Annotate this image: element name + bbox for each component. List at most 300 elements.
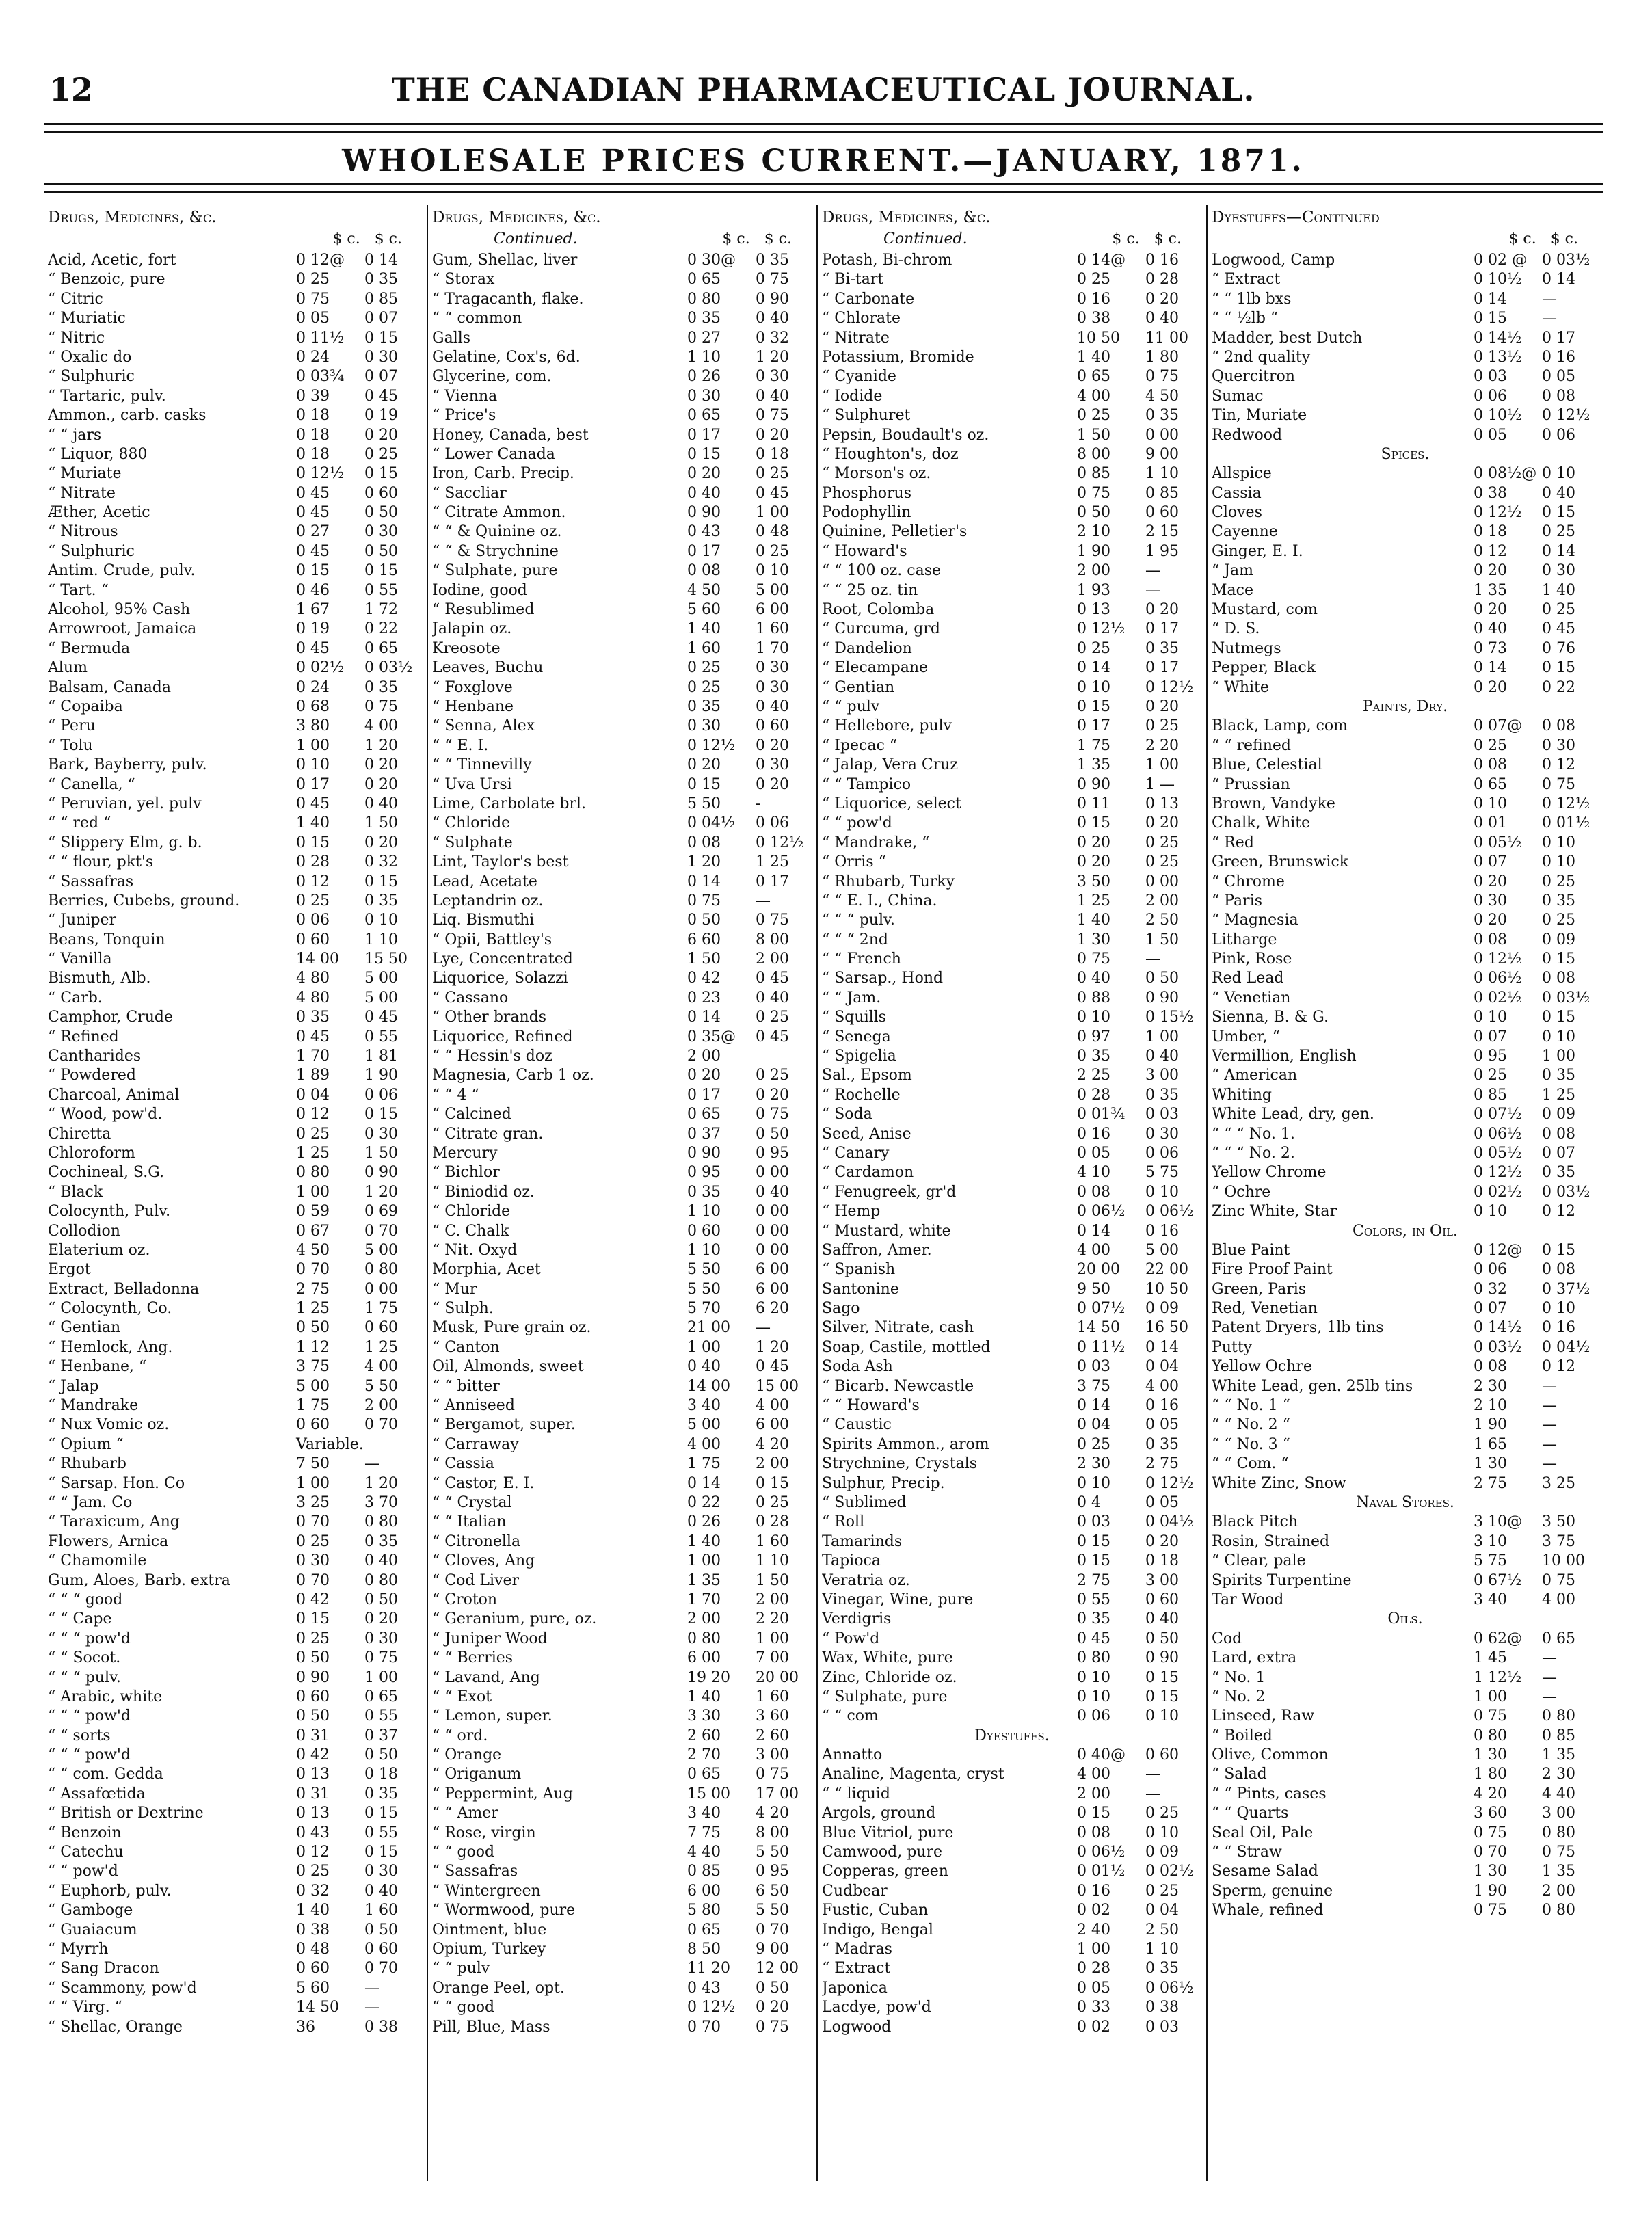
price-low: 0 06 <box>1474 1261 1507 1279</box>
item-name: “ Iodide <box>822 387 883 405</box>
price-row <box>822 426 1202 445</box>
price-low: 2 60 <box>687 1727 721 1744</box>
item-name: Zinc, Chloride oz. <box>822 1668 957 1686</box>
item-name: Opium, Turkey <box>432 1940 546 1958</box>
price-low: 0 03 <box>1077 1513 1110 1531</box>
price-low: 0 65 <box>687 407 721 425</box>
price-row <box>48 1959 423 1978</box>
item-name: “ Clear, pale <box>1212 1552 1306 1570</box>
item-name: “ 2nd quality <box>1212 348 1311 366</box>
price-high: 0 55 <box>364 581 398 599</box>
item-name: Veratria oz. <box>822 1571 910 1589</box>
price-high: 0 00 <box>756 1241 789 1259</box>
item-name: Putty <box>1212 1338 1253 1356</box>
price-row <box>1212 1183 1599 1202</box>
price-high: 0 00 <box>756 1222 789 1240</box>
price-row <box>822 1532 1202 1552</box>
price-high: 0 35 <box>364 678 398 696</box>
price-row <box>48 426 423 445</box>
price-high: 0 50 <box>364 1746 398 1764</box>
price-low: 0 75 <box>687 892 721 909</box>
price-high: 0 80 <box>364 1571 398 1589</box>
price-high: 0 03½ <box>1542 989 1590 1007</box>
price-high: 1 90 <box>364 1067 398 1085</box>
price-row <box>432 1630 812 1649</box>
price-low: 0 15 <box>296 1610 330 1628</box>
item-name: “ Sarsap. Hon. Co <box>48 1474 185 1492</box>
price-row <box>48 1415 423 1435</box>
item-name: “ Squills <box>822 1009 886 1026</box>
price-high: 0 00 <box>756 1164 789 1182</box>
price-low: 3 10 <box>1474 1532 1507 1550</box>
price-high: 0 95 <box>756 1863 789 1880</box>
item-name: Spices. <box>1381 445 1430 463</box>
item-name: Elaterium oz. <box>48 1241 150 1259</box>
price-high: 0 12½ <box>1542 795 1590 812</box>
price-low: 0 13 <box>1077 601 1110 619</box>
item-name: “ Citrate gran. <box>432 1125 544 1143</box>
item-name: “ “ “ No. 2. <box>1212 1144 1295 1162</box>
price-row <box>432 309 812 328</box>
price-low: 1 60 <box>687 639 721 657</box>
price-high: 0 04 <box>1145 1902 1179 1919</box>
price-row <box>822 1649 1202 1668</box>
price-high: 8 00 <box>756 1824 789 1841</box>
price-row <box>48 969 423 988</box>
price-high: 0 00 <box>1145 426 1179 444</box>
price-high: 0 50 <box>364 542 398 560</box>
price-row <box>1212 522 1599 542</box>
price-low: 1 10 <box>687 1203 721 1221</box>
price-low: Variable. <box>296 1435 364 1453</box>
price-row <box>1212 620 1599 639</box>
price-row <box>48 775 423 795</box>
item-name: White Zinc, Snow <box>1212 1474 1346 1492</box>
price-high: 0 20 <box>1145 1532 1179 1550</box>
price-low: 0 01½ <box>1077 1863 1125 1880</box>
price-low: 0 02½ <box>1474 989 1522 1007</box>
price-row <box>822 1008 1202 1027</box>
price-low: 0 70 <box>1474 1844 1507 1861</box>
item-name: White Lead, gen. 25lb tins <box>1212 1377 1413 1395</box>
price-row <box>822 1241 1202 1260</box>
price-low: 0 12½ <box>1474 504 1522 522</box>
price-row <box>48 1804 423 1823</box>
price-low: 0 08 <box>1474 931 1507 948</box>
price-high: 8 00 <box>756 931 789 948</box>
price-high: 9 00 <box>756 1940 789 1958</box>
price-high: 1 10 <box>756 1552 789 1570</box>
price-row <box>822 1183 1202 1202</box>
price-high: 1 72 <box>364 601 398 619</box>
price-low: 0 18 <box>296 407 330 425</box>
item-name: “ “ “ pow'd <box>48 1630 131 1647</box>
price-high: 0 10 <box>1145 1824 1179 1841</box>
price-row <box>48 717 423 736</box>
item-name: “ Liquor, 880 <box>48 445 148 463</box>
price-high: 2 00 <box>1145 892 1179 909</box>
price-high: 0 75 <box>364 697 398 715</box>
price-high: 2 30 <box>1542 1766 1575 1783</box>
item-name: “ Tragacanth, flake. <box>432 290 584 308</box>
price-row <box>432 1357 812 1377</box>
price-high: 0 75 <box>756 2018 789 2036</box>
price-row <box>432 873 812 892</box>
price-row <box>48 251 423 270</box>
price-row <box>48 1862 423 1881</box>
price-low: 0 40 <box>1077 970 1110 987</box>
price-low: 0 28 <box>1077 1960 1110 1978</box>
column-units: $ c. $ c. <box>1508 230 1578 248</box>
price-row <box>432 387 812 406</box>
price-low: 14 50 <box>296 1999 339 2017</box>
item-name: “ Hellebore, pulv <box>822 717 952 735</box>
price-high: 0 35 <box>1542 892 1575 909</box>
item-name: Oils. <box>1387 1610 1423 1628</box>
item-name: “ Bermuda <box>48 639 131 657</box>
price-row <box>432 1047 812 1066</box>
price-high: 0 30 <box>1145 1125 1179 1143</box>
price-low: 0 20 <box>1474 562 1507 580</box>
price-low: 1 30 <box>1474 1863 1507 1880</box>
item-name: “ Carb. <box>48 989 103 1007</box>
price-row <box>1212 717 1599 736</box>
price-high: 2 60 <box>756 1727 789 1744</box>
item-name: “ Lemon, super. <box>432 1707 552 1725</box>
price-low: 9 50 <box>1077 1280 1110 1298</box>
price-low: 0 15 <box>687 445 721 463</box>
price-low: 0 38 <box>1474 484 1507 502</box>
price-low: 0 24 <box>296 348 330 366</box>
item-name: “ Liquorice, select <box>822 795 961 812</box>
price-low: 0 08 <box>687 562 721 580</box>
price-row <box>48 736 423 756</box>
price-high: 0 19 <box>364 407 398 425</box>
price-high: 0 14 <box>1542 542 1575 560</box>
price-low: 0 12½ <box>687 1999 736 2017</box>
price-low: 7 75 <box>687 1824 721 1841</box>
price-row <box>1212 329 1599 348</box>
item-name: “ “ Pints, cases <box>1212 1785 1327 1803</box>
price-row <box>432 1727 812 1746</box>
item-name: “ “ common <box>432 310 522 328</box>
item-name: White Lead, dry, gen. <box>1212 1106 1374 1123</box>
price-low: 1 10 <box>687 1241 721 1259</box>
price-low: 0 14 <box>1077 659 1110 677</box>
price-high: 0 06½ <box>1145 1979 1194 1997</box>
price-low: 0 15 <box>1077 697 1110 715</box>
price-low: 0 28 <box>296 853 330 871</box>
price-high: 0 20 <box>1145 290 1179 308</box>
price-high: 0 10 <box>756 562 789 580</box>
price-low: 0 25 <box>687 659 721 677</box>
price-high: 0 00 <box>1145 873 1179 890</box>
price-row <box>48 387 423 406</box>
price-low: 0 25 <box>1077 1435 1110 1453</box>
price-high: 0 10 <box>1542 853 1575 871</box>
item-name: Tamarinds <box>822 1532 903 1550</box>
price-high: 1 81 <box>364 1048 398 1065</box>
price-high: 1 20 <box>364 736 398 754</box>
item-name: “ “ ord. <box>432 1727 488 1744</box>
item-name: “ “ “ 2nd <box>822 931 888 948</box>
item-name: “ Chamomile <box>48 1552 147 1570</box>
item-name: “ Sulphuret <box>822 407 911 425</box>
price-low: 1 30 <box>1474 1746 1507 1764</box>
price-high: 0 18 <box>364 1766 398 1783</box>
item-name: Zinc White, Star <box>1212 1203 1337 1221</box>
price-row <box>1212 1727 1599 1746</box>
price-low: 0 17 <box>687 426 721 444</box>
price-low: 0 73 <box>1474 639 1507 657</box>
item-name: Extract, Belladonna <box>48 1280 200 1298</box>
item-name: “ “ Jam. Co <box>48 1494 133 1511</box>
price-low: 0 10 <box>1077 1474 1110 1492</box>
price-row <box>432 1066 812 1085</box>
price-low: 3 30 <box>687 1707 721 1725</box>
price-low: 0 14½ <box>1474 329 1522 347</box>
item-name: “ Morson's oz. <box>822 465 931 483</box>
price-low: 0 02 @ <box>1474 252 1527 269</box>
item-name: “ “ No. 3 “ <box>1212 1435 1290 1453</box>
price-high: 0 30 <box>756 678 789 696</box>
price-high: 0 40 <box>756 310 789 328</box>
price-high: 0 85 <box>1542 1727 1575 1744</box>
price-low: 0 28 <box>1077 1086 1110 1104</box>
price-row <box>432 1998 812 2017</box>
price-high: 0 25 <box>1542 912 1575 929</box>
price-row <box>432 1028 812 1047</box>
price-low: 0 08 <box>1474 1358 1507 1376</box>
price-low: 0 20 <box>687 465 721 483</box>
price-high: 0 70 <box>756 1921 789 1939</box>
item-name: “ Oxalic do <box>48 348 132 366</box>
price-row <box>822 795 1202 814</box>
item-name: Red, Venetian <box>1212 1300 1318 1318</box>
price-high: 0 09 <box>1145 1300 1179 1318</box>
price-high: 0 30 <box>756 368 789 386</box>
price-low: 14 50 <box>1077 1319 1120 1337</box>
price-row <box>48 1901 423 1920</box>
item-name: Wax, White, pure <box>822 1649 953 1667</box>
price-high: 3 60 <box>756 1707 789 1725</box>
price-high: 0 30 <box>1542 562 1575 580</box>
item-name: “ “ Amer <box>432 1805 498 1822</box>
price-low: 0 13½ <box>1474 348 1522 366</box>
price-high: 4 00 <box>364 1358 398 1376</box>
price-high: 1 20 <box>756 348 789 366</box>
price-high: 1 20 <box>364 1183 398 1201</box>
price-row <box>432 1746 812 1765</box>
price-high: 0 40 <box>1145 1610 1179 1628</box>
price-row <box>48 484 423 503</box>
item-name: “ Bergamot, super. <box>432 1416 576 1434</box>
price-low: 1 50 <box>687 950 721 968</box>
item-name: “ “ Socot. <box>48 1649 121 1667</box>
item-name: Ergot <box>48 1261 91 1279</box>
price-high: 1 80 <box>1145 348 1179 366</box>
price-high: 0 25 <box>1145 834 1179 851</box>
price-high: 0 20 <box>364 1610 398 1628</box>
price-row <box>48 1047 423 1066</box>
item-name: “ Chrome <box>1212 873 1285 890</box>
price-low: 0 67 <box>296 1222 330 1240</box>
price-high: 5 00 <box>756 581 789 599</box>
price-high: 0 03½ <box>1542 1183 1590 1201</box>
price-low: 0 25 <box>1077 407 1110 425</box>
price-row <box>432 348 812 367</box>
price-low: 0 15 <box>1474 310 1507 328</box>
item-name: “ No. 2 <box>1212 1688 1266 1705</box>
price-high: 3 75 <box>1542 1532 1575 1550</box>
price-row <box>48 911 423 930</box>
price-row <box>1212 1688 1599 1707</box>
item-name: Lime, Carbolate brl. <box>432 795 586 812</box>
price-low: 5 00 <box>296 1377 330 1395</box>
price-low: 3 40 <box>687 1805 721 1822</box>
item-name: Podophyllin <box>822 504 911 522</box>
price-high: 0 60 <box>364 1940 398 1958</box>
item-name: Blue Vitriol, pure <box>822 1824 954 1841</box>
price-high: — <box>1542 310 1557 328</box>
price-row <box>48 1649 423 1668</box>
price-row <box>48 1921 423 1940</box>
price-row <box>48 892 423 911</box>
price-low: 0 07 <box>1474 853 1507 871</box>
item-name: Sumac <box>1212 387 1264 405</box>
price-low: 0 35 <box>1077 1048 1110 1065</box>
price-row <box>432 600 812 620</box>
price-low: 1 40 <box>1077 348 1110 366</box>
price-low: 0 06 <box>1474 387 1507 405</box>
item-name: “ Vanilla <box>48 950 112 968</box>
price-row <box>822 484 1202 503</box>
item-name: Iron, Carb. Precip. <box>432 465 574 483</box>
price-row <box>822 1707 1202 1726</box>
price-high: 0 25 <box>756 1067 789 1085</box>
price-high: 0 48 <box>756 523 789 541</box>
price-row <box>822 814 1202 833</box>
item-name: Lye, Concentrated <box>432 950 573 968</box>
price-low: 0 30@ <box>687 252 736 269</box>
item-name: “ Orris “ <box>822 853 886 871</box>
price-low: 0 24 <box>296 678 330 696</box>
price-row <box>822 1163 1202 1182</box>
item-name: Liq. Bismuthi <box>432 912 535 929</box>
price-low: 4 00 <box>687 1435 721 1453</box>
item-name: Jalapin oz. <box>432 620 512 638</box>
item-name: Blue Paint <box>1212 1241 1290 1259</box>
item-name: “ “ Howard's <box>822 1397 920 1415</box>
price-row <box>48 1571 423 1591</box>
item-name: “ Wintergreen <box>432 1882 541 1900</box>
price-row <box>432 1688 812 1707</box>
price-low: 0 11½ <box>1077 1338 1125 1356</box>
item-name: “ “ “ good <box>48 1591 123 1608</box>
price-high: 4 40 <box>1542 1785 1575 1803</box>
price-low: 0 25 <box>296 271 330 289</box>
price-row <box>48 464 423 483</box>
price-row <box>822 251 1202 270</box>
price-row <box>48 1357 423 1377</box>
item-name: “ Canary <box>822 1144 890 1162</box>
price-low: 1 00 <box>687 1552 721 1570</box>
item-name: “ Scammony, pow'd <box>48 1979 197 1997</box>
price-low: 0 20 <box>687 756 721 774</box>
price-row <box>432 1532 812 1552</box>
item-name: “ Nitric <box>48 329 105 347</box>
price-low: 0 60 <box>687 1222 721 1240</box>
price-high: 4 00 <box>364 717 398 735</box>
price-low: 5 60 <box>296 1979 330 1997</box>
price-row <box>432 1493 812 1513</box>
price-high: 5 50 <box>756 1902 789 1919</box>
price-high: 0 14 <box>364 252 398 269</box>
price-low: 0 75 <box>296 290 330 308</box>
price-high: 0 75 <box>756 1766 789 1783</box>
price-high: 0 50 <box>1145 970 1179 987</box>
item-name: “ Tolu <box>48 736 93 754</box>
price-row <box>822 2018 1202 2037</box>
price-low: 0 18 <box>296 445 330 463</box>
price-high: 0 00 <box>364 1280 398 1298</box>
price-high: 0 09 <box>1542 931 1575 948</box>
price-low: 3 75 <box>1077 1377 1110 1395</box>
price-low: 0 60 <box>296 931 330 948</box>
item-name: Chalk, White <box>1212 814 1311 832</box>
price-row <box>822 892 1202 911</box>
price-low: 0 10½ <box>1474 271 1522 289</box>
item-name: “ Uva Ursi <box>432 775 512 793</box>
price-low: 3 80 <box>296 717 330 735</box>
item-name: “ Ochre <box>1212 1183 1271 1201</box>
price-high: 0 20 <box>1145 814 1179 832</box>
item-name: “ “ flour, pkt's <box>48 853 154 871</box>
price-row <box>822 775 1202 795</box>
price-row <box>48 1610 423 1629</box>
price-row <box>48 1513 423 1532</box>
price-low: 2 75 <box>296 1280 330 1298</box>
price-row <box>432 1454 812 1474</box>
price-high: — <box>1542 1455 1557 1473</box>
price-low: 0 15 <box>1077 814 1110 832</box>
price-low: 0 32 <box>1474 1280 1507 1298</box>
price-low: 0 95 <box>687 1164 721 1182</box>
price-row <box>48 1028 423 1047</box>
price-low: 0 35@ <box>687 1028 736 1046</box>
price-row <box>48 1280 423 1299</box>
item-name: “ “ red “ <box>48 814 111 832</box>
price-row <box>822 1746 1202 1765</box>
price-low: 1 35 <box>1474 581 1507 599</box>
price-high: 0 15 <box>1542 659 1575 677</box>
item-name: Potash, Bi-chrom <box>822 252 952 269</box>
item-name: “ Curcuma, grd <box>822 620 940 638</box>
price-high: 2 20 <box>756 1610 789 1628</box>
price-high: 0 16 <box>1145 1397 1179 1415</box>
item-name: “ American <box>1212 1067 1298 1085</box>
price-high: — <box>364 1979 379 1997</box>
price-high: 0 75 <box>1542 1571 1575 1589</box>
price-low: 1 25 <box>296 1300 330 1318</box>
price-row <box>1212 756 1599 775</box>
price-high: 0 35 <box>364 1785 398 1803</box>
column-units: $ c. $ c. <box>332 230 402 248</box>
price-low: 0 12 <box>296 1106 330 1123</box>
price-row <box>822 522 1202 542</box>
price-low: 2 40 <box>1077 1921 1110 1939</box>
price-row <box>1212 406 1599 425</box>
